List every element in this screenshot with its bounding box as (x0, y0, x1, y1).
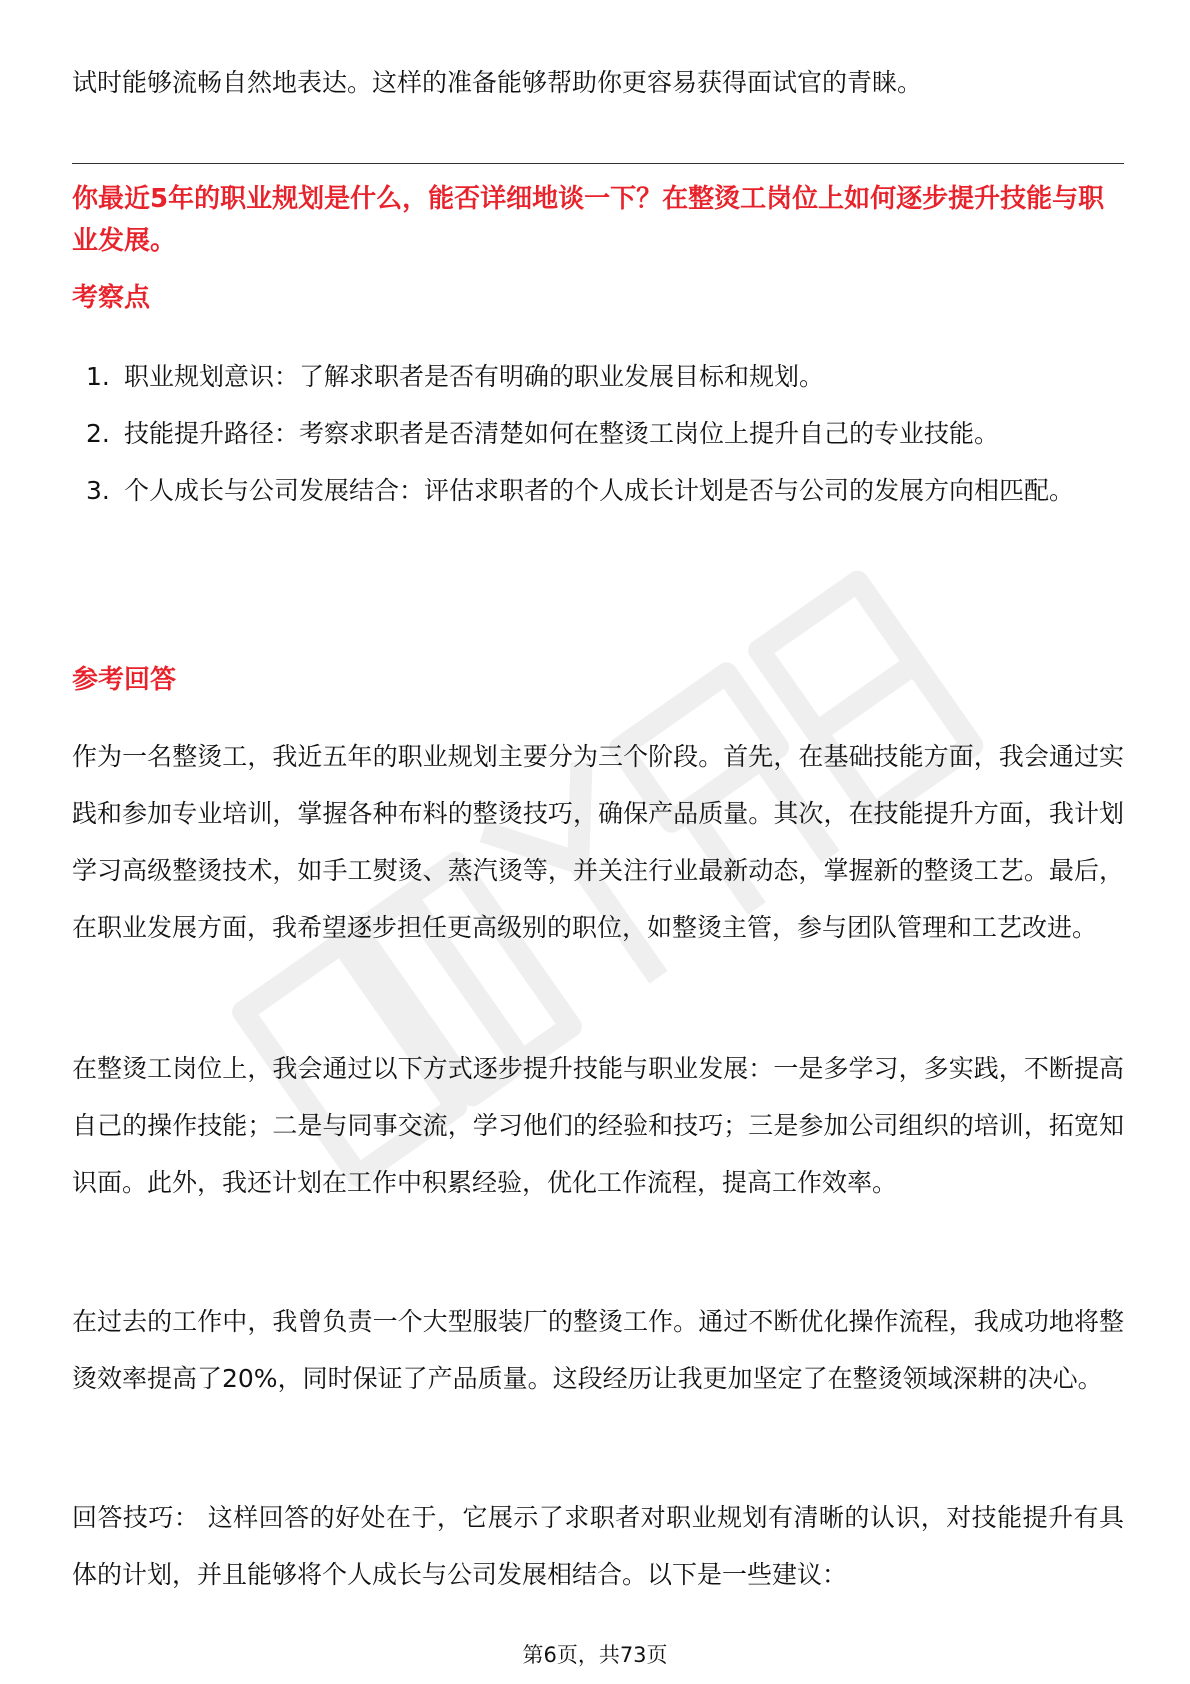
section-label-points: 考察点 (72, 283, 151, 313)
list-item (72, 462, 1124, 519)
points-list (72, 348, 1124, 519)
list-item (72, 348, 1124, 405)
list-item (72, 405, 1124, 462)
list-item-text: 技能提升路径：考察求职者是否清楚如何在整烫工岗位上提升自己的专业技能。 (124, 419, 1000, 448)
list-number: 2. (86, 419, 110, 448)
list-item-text: 职业规划意识：了解求职者是否有明确的职业发展目标和规划。 (124, 362, 825, 391)
section-divider (72, 163, 1124, 164)
intro-text: 试时能够流畅自然地表达。这样的准备能够帮助你更容易获得面试官的青睐。 (72, 68, 923, 97)
list-item-text: 个人成长与公司发展结合：评估求职者的个人成长计划是否与公司的发展方向相匹配。 (124, 476, 1075, 505)
question-heading: 你最近5年的职业规划是什么，能否详细地谈一下？在整烫工岗位上如何逐步提升技能与职业发展。 (72, 184, 1105, 256)
list-number: 1. (86, 362, 110, 391)
answer-paragraph: 作为一名整烫工，我近五年的职业规划主要分为三个阶段。首先，在基础技能方面，我会通过实践和参加专业培训，掌握各种布料的整烫技巧，确保产品质量。其次，在技能提升方面，我计划学习高级整烫技术，如手工熨烫、蒸汽烫等，并关注行业最新动态，掌握新的整烫工艺。最后，在职业发展方面，我希望逐步担任更高级别的职位，如整烫主管，参与团队管理和工艺改进。 (72, 742, 1124, 942)
page-footer: 第6页，共73页 (522, 1643, 668, 1667)
list-number: 3. (86, 476, 110, 505)
answer-tips-paragraph: 回答技巧： 这样回答的好处在于，它展示了求职者对职业规划有清晰的认识，对技能提升有具体的计划，并且能够将个人成长与公司发展相结合。以下是一些建议： (72, 1503, 1124, 1589)
section-label-answer: 参考回答 (72, 665, 177, 695)
answer-paragraph: 在过去的工作中，我曾负责一个大型服装厂的整烫工作。通过不断优化操作流程，我成功地将整烫效率提高了20%，同时保证了产品质量。这段经历让我更加坚定了在整烫领域深耕的决心。 (72, 1307, 1124, 1393)
answer-paragraph: 在整烫工岗位上，我会通过以下方式逐步提升技能与职业发展：一是多学习，多实践，不断提高自己的操作技能；二是与同事交流，学习他们的经验和技巧；三是参加公司组织的培训，拓宽知识面。此外，我还计划在工作中积累经验，优化工作流程，提高工作效率。 (72, 1054, 1124, 1197)
